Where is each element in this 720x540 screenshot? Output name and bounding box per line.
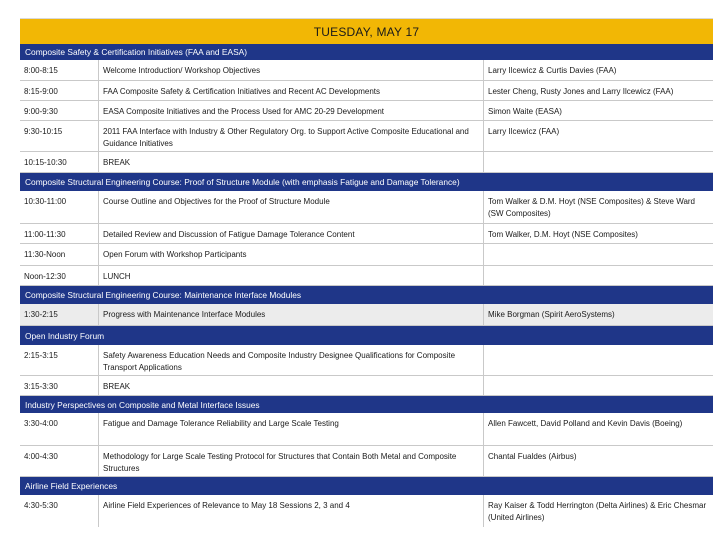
table-row: [20, 495, 713, 527]
speaker-cell: Lester Cheng, Rusty Jones and Larry Ilcewicz (FAA): [488, 87, 674, 96]
time-cell: 4:30-5:30: [20, 495, 99, 527]
time-cell: 11:30-Noon: [20, 244, 99, 265]
section-heading: Airline Field Experiences: [20, 477, 713, 495]
topic-cell: LUNCH: [99, 266, 484, 285]
agenda-table: [20, 18, 713, 527]
section-heading: Open Industry Forum: [20, 326, 713, 345]
table-row: [20, 101, 713, 121]
speaker-cell: Tom Walker & D.M. Hoyt (NSE Composites) & Steve Ward (SW Composites): [488, 197, 696, 218]
table-row: [20, 191, 713, 224]
speaker-cell: [484, 244, 713, 265]
topic-cell: FAA Composite Safety & Certification Initiatives and Recent AC Developments: [99, 81, 484, 100]
section-heading: Composite Safety & Certification Initiatives (FAA and EASA): [20, 44, 713, 60]
section-heading: Composite Structural Engineering Course: Maintenance Interface Modules: [20, 286, 713, 304]
speaker-cell: Chantal Fualdes (Airbus): [488, 452, 577, 461]
speaker-cell: Tom Walker, D.M. Hoyt (NSE Composites): [488, 230, 638, 239]
topic-cell: EASA Composite Initiatives and the Process Used for AMC 20-29 Development: [99, 101, 484, 120]
topic-cell: Open Forum with Workshop Participants: [99, 244, 484, 265]
speaker-cell: Ray Kaiser & Todd Herrington (Delta Airlines) & Eric Chesmar (United Airlines): [488, 501, 707, 522]
time-cell: 9:30-10:15: [20, 121, 99, 151]
table-row: [20, 81, 713, 101]
table-row: [20, 244, 713, 266]
table-row: [20, 121, 713, 152]
table-row: [20, 413, 713, 446]
speaker-cell: [484, 376, 713, 395]
time-cell: 8:00-8:15: [20, 60, 99, 80]
topic-cell: Fatigue and Damage Tolerance Reliability and Large Scale Testing: [99, 413, 484, 445]
time-cell: Noon-12:30: [20, 266, 99, 285]
speaker-cell: Allen Fawcett, David Polland and Kevin Davis (Boeing): [488, 419, 683, 428]
table-row: [20, 376, 713, 396]
time-cell: 8:15-9:00: [20, 81, 99, 100]
section-heading: Industry Perspectives on Composite and Metal Interface Issues: [20, 396, 713, 413]
topic-cell: Safety Awareness Education Needs and Composite Industry Designee Qualifications for Composite Transport Applications: [99, 345, 484, 375]
day-title: TUESDAY, MAY 17: [20, 18, 713, 44]
table-row: [20, 152, 713, 173]
topic-cell: Detailed Review and Discussion of Fatigue Damage Tolerance Content: [99, 224, 484, 243]
time-cell: 10:30-11:00: [20, 191, 99, 223]
speaker-cell: [484, 152, 713, 172]
speaker-cell: [484, 345, 713, 375]
topic-cell: Course Outline and Objectives for the Proof of Structure Module: [99, 191, 484, 223]
time-cell: 10:15-10:30: [20, 152, 99, 172]
speaker-cell: [484, 266, 713, 285]
speaker-cell: Larry Ilcewicz (FAA): [488, 127, 560, 136]
topic-cell: Welcome Introduction/ Workshop Objectives: [99, 60, 484, 80]
time-cell: 3:30-4:00: [20, 413, 99, 445]
table-row: [20, 446, 713, 477]
time-cell: 1:30-2:15: [20, 304, 99, 325]
table-row: [20, 60, 713, 81]
topic-cell: BREAK: [99, 152, 484, 172]
speaker-cell: Larry Ilcewicz & Curtis Davies (FAA): [488, 66, 617, 75]
time-cell: 9:00-9:30: [20, 101, 99, 120]
speaker-cell: Mike Borgman (Spirit AeroSystems): [488, 310, 615, 319]
topic-cell: Airline Field Experiences of Relevance to May 18 Sessions 2, 3 and 4: [99, 495, 484, 527]
topic-cell: 2011 FAA Interface with Industry & Other Regulatory Org. to Support Active Composite Educational and Guidance Initiatives: [99, 121, 484, 151]
topic-cell: Methodology for Large Scale Testing Protocol for Structures that Contain Both Metal and Composite Structures: [99, 446, 484, 476]
time-cell: 4:00-4:30: [20, 446, 99, 476]
table-row: [20, 304, 713, 326]
topic-cell: BREAK: [99, 376, 484, 395]
table-row: [20, 345, 713, 376]
topic-cell: Progress with Maintenance Interface Modules: [99, 304, 484, 325]
table-row: [20, 266, 713, 286]
speaker-cell: Simon Waite (EASA): [488, 107, 562, 116]
section-heading: Composite Structural Engineering Course: Proof of Structure Module (with emphasis Fatigue and Damage Tolerance): [20, 173, 713, 191]
time-cell: 3:15-3:30: [20, 376, 99, 395]
table-row: [20, 224, 713, 244]
time-cell: 2:15-3:15: [20, 345, 99, 375]
time-cell: 11:00-11:30: [20, 224, 99, 243]
